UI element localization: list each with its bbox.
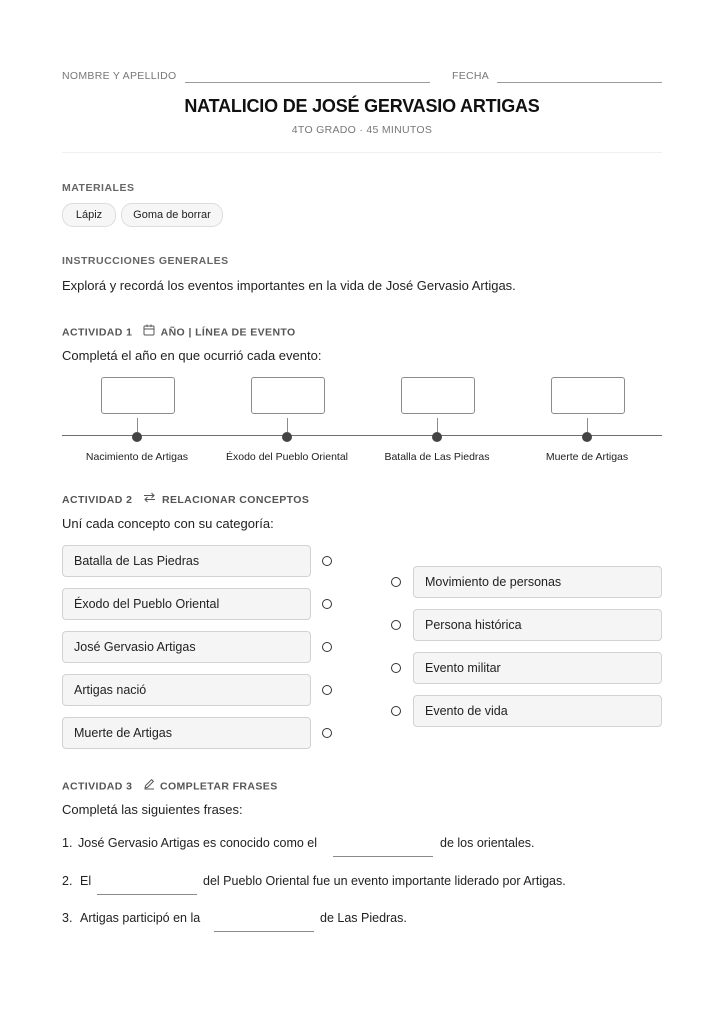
category-box: Evento militar — [413, 652, 662, 684]
page-subtitle: 4TO GRADO · 45 MINUTOS — [291, 124, 433, 136]
category-box: Movimiento de personas — [413, 566, 662, 598]
sentence-text: Artigas participó en la — [80, 911, 201, 925]
timeline-dot — [432, 432, 442, 442]
sentence-text: de Las Piedras. — [320, 911, 407, 925]
activity3-number: ACTIVIDAD 3 — [62, 780, 133, 793]
concept-box: José Gervasio Artigas — [62, 631, 311, 663]
materials-label: MATERIALES — [62, 182, 135, 194]
sentence-text: del Pueblo Oriental fue un evento importante liderado por Artigas. — [203, 874, 566, 888]
sentence-number: 3. — [62, 911, 73, 925]
timeline-event-label: Muerte de Artigas — [545, 451, 629, 463]
connector-dot[interactable] — [322, 556, 332, 566]
page-title: NATALICIO DE JOSÉ GERVASIO ARTIGAS — [184, 96, 540, 116]
fill-blank[interactable] — [333, 856, 433, 857]
activity1-header — [62, 325, 296, 340]
activity3-prompt: Completá las siguientes frases: — [62, 802, 243, 817]
connector-dot[interactable] — [322, 728, 332, 738]
pencil-icon — [143, 778, 155, 793]
connector-dot[interactable] — [322, 685, 332, 695]
connector-dot[interactable] — [391, 706, 401, 716]
year-input-box[interactable] — [551, 377, 625, 414]
connector-dot[interactable] — [322, 642, 332, 652]
sentence-text: de los orientales. — [440, 836, 535, 850]
name-field[interactable] — [185, 82, 430, 83]
divider — [62, 152, 662, 153]
instructions-label: INSTRUCCIONES GENERALES — [62, 255, 229, 267]
timeline-tick — [287, 418, 288, 432]
activity3-title: COMPLETAR FRASES — [159, 780, 278, 793]
sentence-text: José Gervasio Artigas es conocido como el — [78, 836, 318, 850]
sentence-text: El — [80, 874, 92, 888]
activity2-number: ACTIVIDAD 2 — [62, 493, 133, 506]
year-input-box[interactable] — [401, 377, 475, 414]
timeline-axis — [62, 435, 662, 436]
fill-blank[interactable] — [97, 894, 197, 895]
material-chip: Goma de borrar — [121, 203, 223, 227]
sentence-number: 1. — [62, 836, 73, 850]
calendar-icon — [143, 324, 155, 339]
instructions-text: Explorá y recordá los eventos importantes en la vida de José Gervasio Artigas. — [62, 278, 516, 293]
activity1-number: ACTIVIDAD 1 — [62, 326, 133, 339]
timeline-dot — [282, 432, 292, 442]
swap-arrows-icon — [143, 492, 156, 506]
connector-dot[interactable] — [391, 620, 401, 630]
category-box: Persona histórica — [413, 609, 662, 641]
activity3-header — [62, 779, 278, 794]
sentence-number: 2. — [62, 874, 73, 888]
timeline-tick — [137, 418, 138, 432]
concept-box: Muerte de Artigas — [62, 717, 311, 749]
activity2-header — [62, 493, 309, 507]
timeline-event-label: Nacimiento de Artigas — [85, 451, 189, 463]
connector-dot[interactable] — [322, 599, 332, 609]
timeline-tick — [437, 418, 438, 432]
activity2-prompt: Uní cada concepto con su categoría: — [62, 516, 274, 531]
category-box: Evento de vida — [413, 695, 662, 727]
material-chip: Lápiz — [62, 203, 116, 227]
name-label: NOMBRE Y APELLIDO — [62, 70, 177, 82]
year-input-box[interactable] — [101, 377, 175, 414]
connector-dot[interactable] — [391, 663, 401, 673]
concept-box: Artigas nació — [62, 674, 311, 706]
activity2-title: RELACIONAR CONCEPTOS — [161, 493, 310, 506]
timeline-event-label: Éxodo del Pueblo Oriental — [226, 451, 348, 463]
timeline-tick — [587, 418, 588, 432]
concept-box: Éxodo del Pueblo Oriental — [62, 588, 311, 620]
connector-dot[interactable] — [391, 577, 401, 587]
date-field[interactable] — [497, 82, 662, 83]
fill-blank[interactable] — [214, 931, 314, 932]
timeline-event-label: Batalla de Las Piedras — [384, 451, 490, 463]
activity1-prompt: Completá el año en que ocurrió cada evento: — [62, 348, 322, 363]
timeline-dot — [132, 432, 142, 442]
date-label: FECHA — [452, 70, 490, 82]
year-input-box[interactable] — [251, 377, 325, 414]
timeline-dot — [582, 432, 592, 442]
concept-box: Batalla de Las Piedras — [62, 545, 311, 577]
activity1-title: AÑO | LÍNEA DE EVENTO — [160, 326, 296, 339]
